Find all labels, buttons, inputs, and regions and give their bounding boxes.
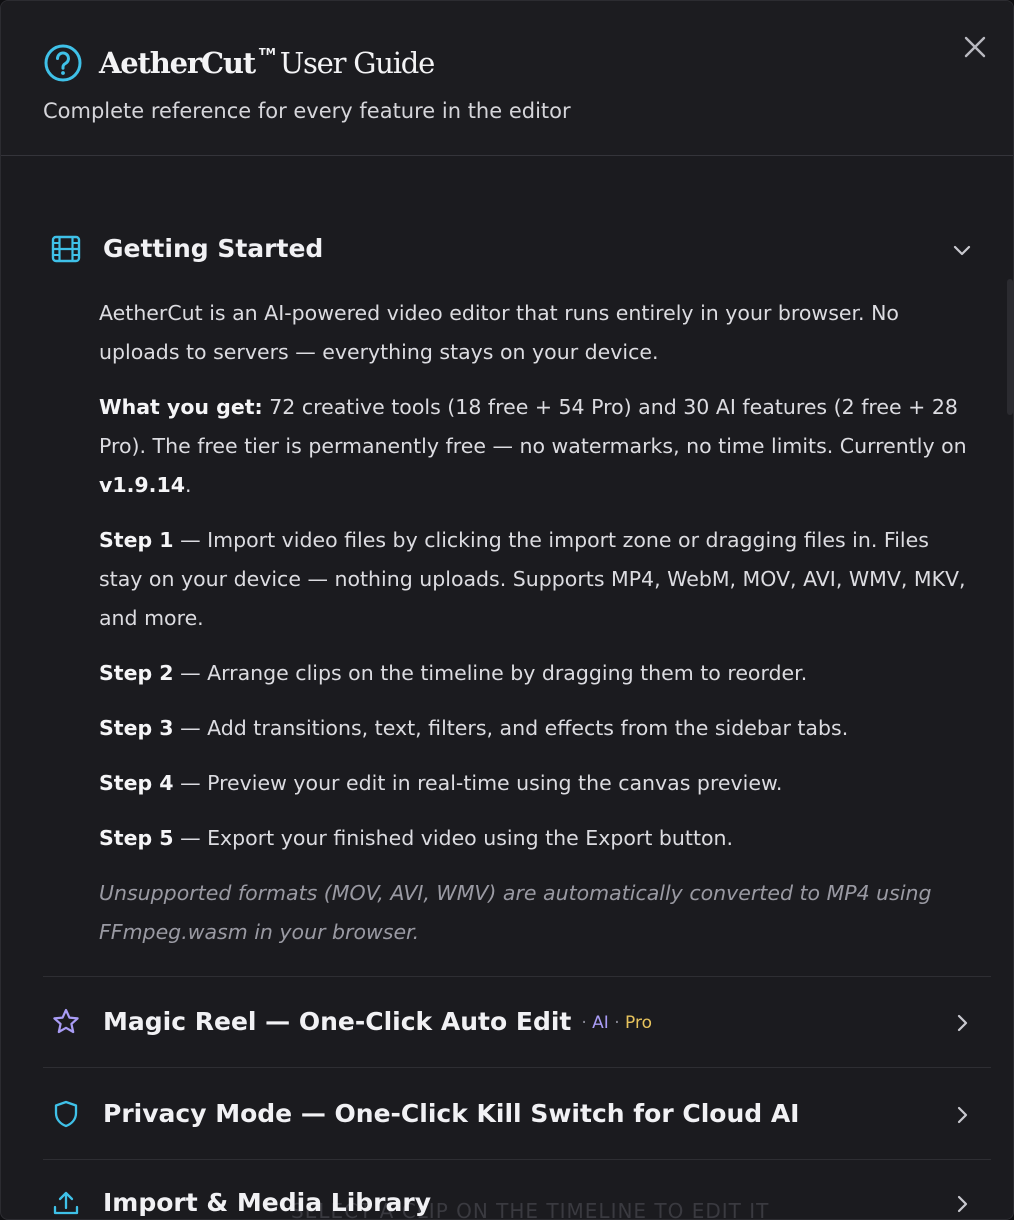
pro-badge: Pro bbox=[625, 1013, 653, 1033]
page-subtitle: Complete reference for every feature in the editor bbox=[43, 99, 571, 123]
scrollbar-thumb[interactable] bbox=[1007, 279, 1013, 415]
upload-icon bbox=[51, 1188, 81, 1218]
chevron-down-icon bbox=[951, 239, 973, 261]
film-icon bbox=[51, 234, 81, 264]
section-title: Privacy Mode — One-Click Kill Switch for Cloud AI bbox=[103, 1099, 800, 1128]
section-title: Magic Reel — One-Click Auto Edit · AI · Pro bbox=[103, 1007, 653, 1036]
version-number: v1.9.14 bbox=[99, 473, 185, 497]
trademark-mark: TM bbox=[258, 47, 276, 58]
chevron-right-icon bbox=[951, 1104, 973, 1126]
step-paragraph: Step 2 — Arrange clips on the timeline by dragging them to reorder. bbox=[99, 661, 808, 685]
section-divider bbox=[43, 1067, 991, 1068]
section-title: Import & Media Library bbox=[103, 1188, 432, 1217]
step-paragraph: Step 3 — Add transitions, text, filters, and effects from the sidebar tabs. bbox=[99, 716, 849, 740]
guide-content bbox=[1, 157, 1001, 1220]
section-divider bbox=[43, 976, 991, 977]
feature-badges: · AI · Pro bbox=[581, 1013, 653, 1033]
format-note: Unsupported formats (MOV, AVI, WMV) are automatically converted to MP4 using FFmpeg.wasm in your browser. bbox=[99, 881, 932, 944]
step-paragraph: Step 4 — Preview your edit in real-time using the canvas preview. bbox=[99, 771, 783, 795]
section-header-privacy-mode[interactable] bbox=[43, 1084, 991, 1144]
step-paragraph: Step 5 — Export your finished video using the Export button. bbox=[99, 826, 734, 850]
page-title bbox=[99, 43, 434, 91]
section-header-import-media-library[interactable] bbox=[43, 1173, 991, 1220]
section-body-getting-started bbox=[99, 294, 969, 968]
chevron-right-icon bbox=[951, 1193, 973, 1215]
title-suffix: User Guide bbox=[279, 46, 435, 80]
close-icon[interactable] bbox=[959, 31, 991, 63]
modal-header bbox=[1, 1, 1013, 156]
star-icon bbox=[51, 1007, 81, 1037]
brand-name: AetherCut bbox=[99, 46, 255, 80]
ai-badge: AI bbox=[592, 1013, 609, 1033]
what-you-get-label: What you get: bbox=[99, 395, 263, 419]
what-you-get-paragraph: What you get: 72 creative tools (18 free + 54 Pro) and 30 AI features (2 free + 28 Pro). The free tier is permanently free — no watermarks, no time limits. Currently on v1.9.14. bbox=[99, 395, 967, 497]
question-circle-icon bbox=[43, 43, 83, 83]
section-header-getting-started[interactable] bbox=[43, 219, 991, 279]
section-header-magic-reel[interactable] bbox=[43, 992, 991, 1052]
step-paragraph: Step 1 — Import video files by clicking the import zone or dragging files in. Files stay on your device — nothing uploads. Supports MP4, WebM, MOV, AVI, WMV, MKV, and more. bbox=[99, 528, 966, 630]
section-divider bbox=[43, 1159, 991, 1160]
shield-icon bbox=[51, 1099, 81, 1129]
background-hint-text: SELECT A CLIP ON THE TIMELINE TO EDIT IT bbox=[291, 1199, 770, 1220]
intro-paragraph: AetherCut is an AI-powered video editor that runs entirely in your browser. No uploads to servers — everything stays on your device. bbox=[99, 301, 899, 364]
chevron-right-icon bbox=[951, 1012, 973, 1034]
section-title: Getting Started bbox=[103, 234, 324, 263]
